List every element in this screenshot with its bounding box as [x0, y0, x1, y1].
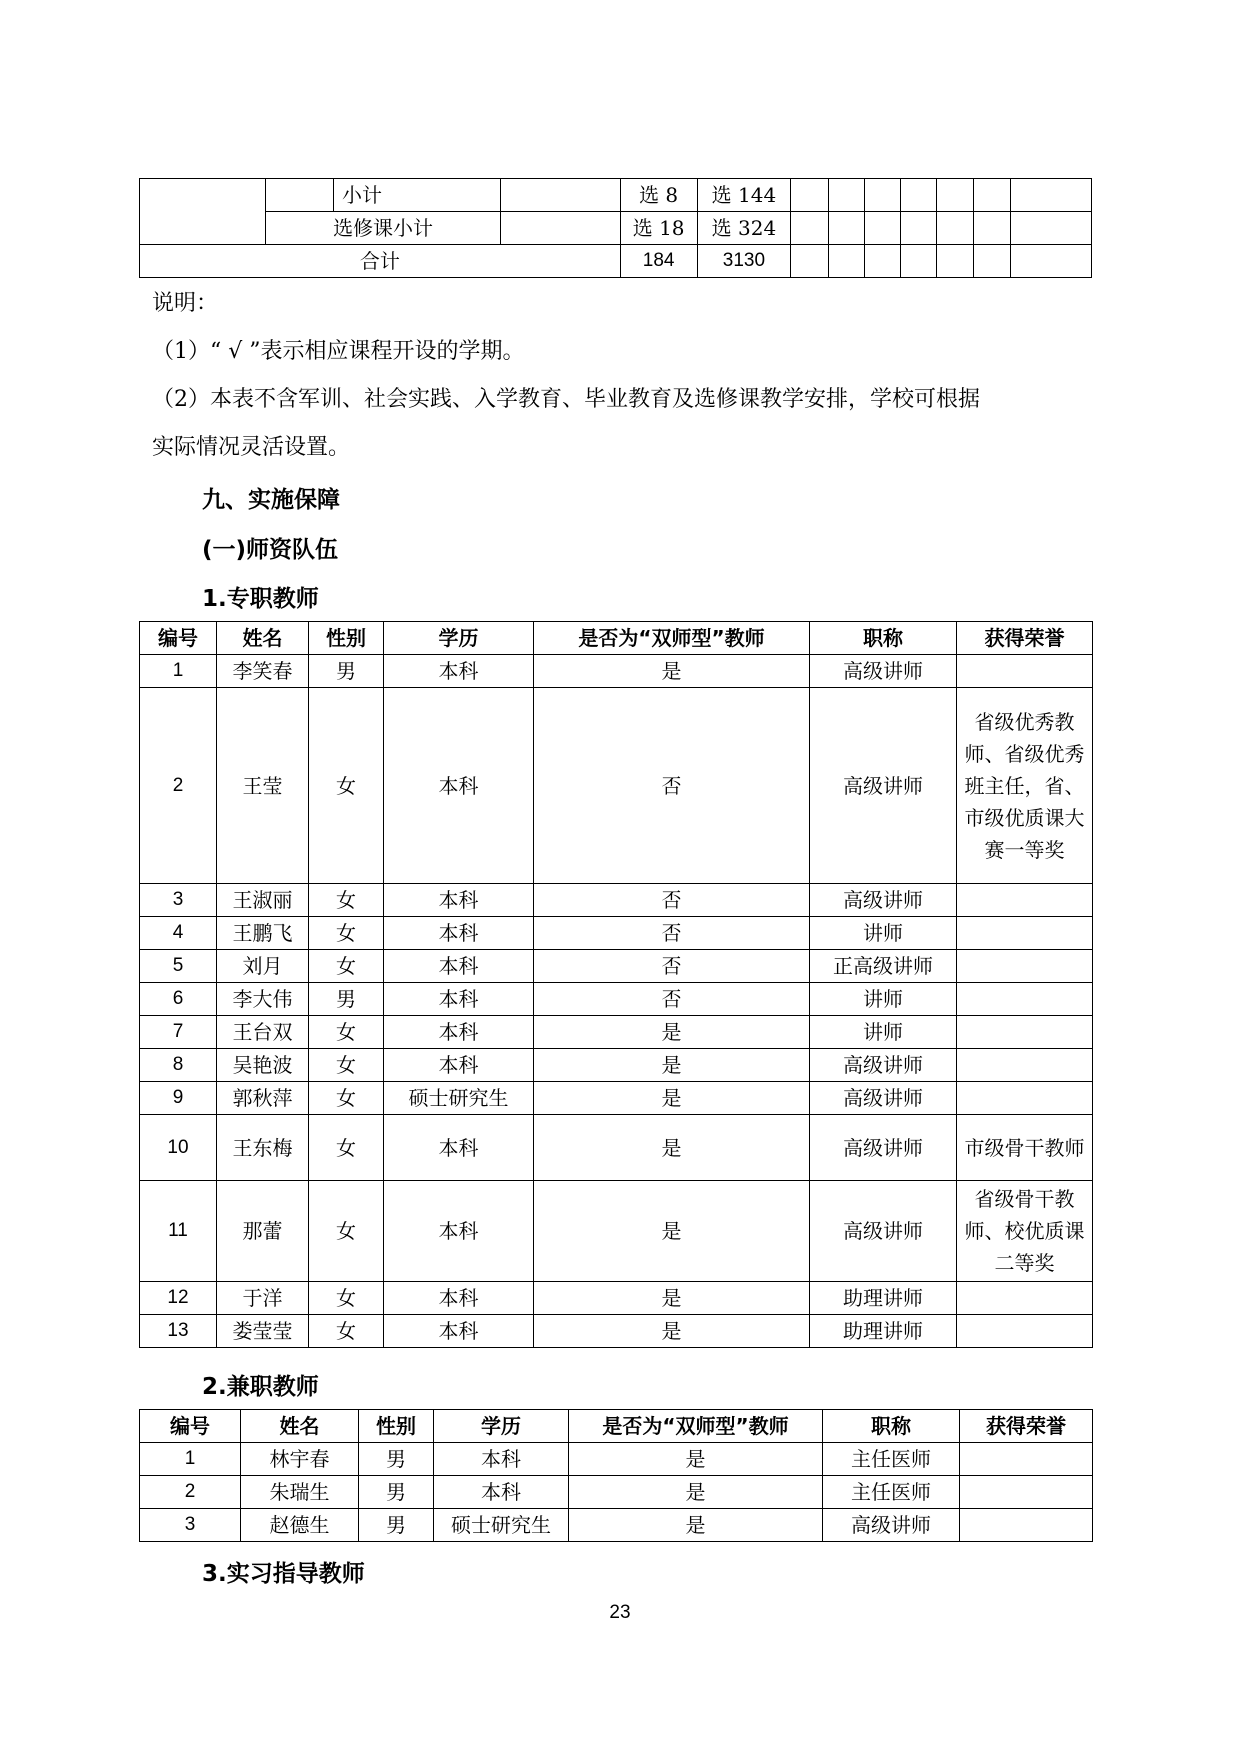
title-cell: 讲师: [810, 1016, 957, 1049]
title-cell: 高级讲师: [823, 1509, 960, 1542]
honor-cell: [957, 655, 1093, 688]
gender-cell: 女: [309, 688, 384, 884]
subtotal-label: 小计: [334, 179, 501, 212]
honor-cell: [960, 1476, 1093, 1509]
dual-qualified-cell: 否: [534, 688, 810, 884]
education-cell: 本科: [384, 1115, 534, 1181]
honor-cell: [957, 884, 1093, 917]
name-cell: 王淑丽: [217, 884, 309, 917]
dual-qualified-cell: 是: [534, 655, 810, 688]
fulltime-teachers-table: [139, 621, 1093, 1348]
category-cell: [140, 179, 266, 245]
id-cell: 1: [140, 1443, 241, 1476]
honor-cell: 省级骨干教师、校优质课二等奖: [957, 1181, 1093, 1282]
gender-cell: 男: [309, 655, 384, 688]
name-cell: 娄莹莹: [217, 1315, 309, 1348]
title-cell: 高级讲师: [810, 1181, 957, 1282]
id-cell: 12: [140, 1282, 217, 1315]
table-header-row: [140, 622, 1093, 655]
education-cell: 本科: [384, 688, 534, 884]
title-cell: 高级讲师: [810, 688, 957, 884]
column-header: 获得荣誉: [960, 1410, 1093, 1443]
table-row: [140, 655, 1093, 688]
subsection-title: (一)师资队伍: [202, 537, 339, 563]
elective-subtotal-row: [140, 212, 1092, 245]
gender-cell: 女: [309, 1315, 384, 1348]
table-row: [140, 1443, 1093, 1476]
honor-cell: [957, 917, 1093, 950]
dual-qualified-cell: 是: [534, 1049, 810, 1082]
id-cell: 4: [140, 917, 217, 950]
subtotal-credits: 选 8: [620, 179, 697, 212]
education-cell: 本科: [434, 1476, 569, 1509]
title-cell: 助理讲师: [810, 1282, 957, 1315]
section-title: 九、实施保障: [202, 487, 340, 513]
gender-cell: 女: [309, 1016, 384, 1049]
education-cell: 本科: [384, 1049, 534, 1082]
total-credits: 184: [620, 245, 697, 278]
table-row: [140, 1282, 1093, 1315]
gender-cell: 男: [359, 1443, 434, 1476]
table-row: [140, 1509, 1093, 1542]
intern-heading: 3.实习指导教师: [202, 1561, 365, 1587]
education-cell: 本科: [384, 983, 534, 1016]
title-cell: 高级讲师: [810, 884, 957, 917]
table-row: [140, 983, 1093, 1016]
name-cell: 赵德生: [241, 1509, 359, 1542]
gender-cell: 女: [309, 950, 384, 983]
dual-qualified-cell: 是: [534, 1282, 810, 1315]
dual-qualified-cell: 否: [534, 917, 810, 950]
column-header: 编号: [140, 622, 217, 655]
honor-cell: [957, 983, 1093, 1016]
name-cell: 王莹: [217, 688, 309, 884]
education-cell: 本科: [384, 917, 534, 950]
education-cell: 本科: [384, 950, 534, 983]
title-cell: 高级讲师: [810, 655, 957, 688]
id-cell: 3: [140, 884, 217, 917]
id-cell: 6: [140, 983, 217, 1016]
education-cell: 本科: [384, 1315, 534, 1348]
title-cell: 主任医师: [823, 1476, 960, 1509]
id-cell: 2: [140, 1476, 241, 1509]
note-item-2-line-1: （2）本表不含军训、社会实践、入学教育、毕业教育及选修课教学安排，学校可根据: [152, 387, 980, 412]
table-header-row: [140, 1410, 1093, 1443]
honor-cell: [960, 1443, 1093, 1476]
honor-cell: 市级骨干教师: [957, 1115, 1093, 1181]
education-cell: 本科: [384, 1282, 534, 1315]
column-header: 姓名: [217, 622, 309, 655]
id-cell: 11: [140, 1181, 217, 1282]
table-row: [140, 1181, 1093, 1282]
table-row: [140, 1115, 1093, 1181]
honor-cell: [957, 1282, 1093, 1315]
name-cell: 朱瑞生: [241, 1476, 359, 1509]
elective-credits: 选 18: [620, 212, 697, 245]
id-cell: 5: [140, 950, 217, 983]
dual-qualified-cell: 是: [534, 1315, 810, 1348]
id-cell: 13: [140, 1315, 217, 1348]
total-row: [140, 245, 1092, 278]
column-header: 是否为“双师型”教师: [534, 622, 810, 655]
honor-cell: [957, 1049, 1093, 1082]
table-row: [140, 917, 1093, 950]
name-cell: 李笑春: [217, 655, 309, 688]
title-cell: 高级讲师: [810, 1049, 957, 1082]
honor-cell: [957, 1315, 1093, 1348]
gender-cell: 女: [309, 1282, 384, 1315]
dual-qualified-cell: 是: [534, 1016, 810, 1049]
dual-qualified-cell: 是: [534, 1181, 810, 1282]
honor-cell: 省级优秀教师、省级优秀班主任，省、市级优质课大赛一等奖: [957, 688, 1093, 884]
dual-qualified-cell: 是: [569, 1443, 823, 1476]
parttime-teachers-table: [139, 1409, 1093, 1542]
total-hours: 3130: [697, 245, 791, 278]
dual-qualified-cell: 否: [534, 950, 810, 983]
column-header: 姓名: [241, 1410, 359, 1443]
table-row: [140, 1049, 1093, 1082]
id-cell: 10: [140, 1115, 217, 1181]
name-cell: 王鹏飞: [217, 917, 309, 950]
id-cell: 7: [140, 1016, 217, 1049]
page-number: 23: [609, 1602, 631, 1623]
column-header: 职称: [823, 1410, 960, 1443]
title-cell: 高级讲师: [810, 1115, 957, 1181]
name-cell: 吴艳波: [217, 1049, 309, 1082]
title-cell: 正高级讲师: [810, 950, 957, 983]
elective-subtotal-label: 选修课小计: [265, 212, 501, 245]
education-cell: 本科: [384, 1181, 534, 1282]
gender-cell: 女: [309, 884, 384, 917]
dual-qualified-cell: 是: [534, 1115, 810, 1181]
education-cell: 硕士研究生: [384, 1082, 534, 1115]
notes-title: 说明：: [152, 291, 219, 316]
education-cell: 本科: [384, 884, 534, 917]
column-header: 是否为“双师型”教师: [569, 1410, 823, 1443]
title-cell: 主任医师: [823, 1443, 960, 1476]
dual-qualified-cell: 是: [569, 1476, 823, 1509]
subtotal-row: [140, 179, 1092, 212]
title-cell: 讲师: [810, 983, 957, 1016]
gender-cell: 女: [309, 1082, 384, 1115]
subtotal-hours: 选 144: [697, 179, 791, 212]
column-header: 性别: [309, 622, 384, 655]
name-cell: 王台双: [217, 1016, 309, 1049]
honor-cell: [957, 1016, 1093, 1049]
dual-qualified-cell: 是: [569, 1509, 823, 1542]
dual-qualified-cell: 否: [534, 983, 810, 1016]
title-cell: 讲师: [810, 917, 957, 950]
total-label: 合计: [140, 245, 621, 278]
column-header: 编号: [140, 1410, 241, 1443]
id-cell: 1: [140, 655, 217, 688]
title-cell: 助理讲师: [810, 1315, 957, 1348]
education-cell: 本科: [434, 1443, 569, 1476]
honor-cell: [957, 950, 1093, 983]
column-header: 学历: [434, 1410, 569, 1443]
name-cell: 那蕾: [217, 1181, 309, 1282]
parttime-heading: 2.兼职教师: [202, 1374, 319, 1400]
table-row: [140, 884, 1093, 917]
elective-hours: 选 324: [697, 212, 791, 245]
table-row: [140, 1016, 1093, 1049]
blank-cell: [265, 179, 333, 212]
dual-qualified-cell: 否: [534, 884, 810, 917]
blank-cell: [501, 212, 620, 245]
gender-cell: 男: [359, 1509, 434, 1542]
name-cell: 李大伟: [217, 983, 309, 1016]
dual-qualified-cell: 是: [534, 1082, 810, 1115]
gender-cell: 男: [359, 1476, 434, 1509]
table-row: [140, 1082, 1093, 1115]
table-row: [140, 688, 1093, 884]
education-cell: 本科: [384, 655, 534, 688]
gender-cell: 女: [309, 917, 384, 950]
title-cell: 高级讲师: [810, 1082, 957, 1115]
note-item-1: （1）“ √ ”表示相应课程开设的学期。: [152, 339, 525, 364]
column-header: 职称: [810, 622, 957, 655]
education-cell: 本科: [384, 1016, 534, 1049]
table-row: [140, 1476, 1093, 1509]
column-header: 获得荣誉: [957, 622, 1093, 655]
name-cell: 郭秋萍: [217, 1082, 309, 1115]
blank-cell: [501, 179, 620, 212]
course-summary-table: [139, 178, 1092, 278]
id-cell: 3: [140, 1509, 241, 1542]
column-header: 学历: [384, 622, 534, 655]
name-cell: 于洋: [217, 1282, 309, 1315]
honor-cell: [960, 1509, 1093, 1542]
gender-cell: 女: [309, 1049, 384, 1082]
education-cell: 硕士研究生: [434, 1509, 569, 1542]
name-cell: 王东梅: [217, 1115, 309, 1181]
id-cell: 8: [140, 1049, 217, 1082]
id-cell: 2: [140, 688, 217, 884]
gender-cell: 女: [309, 1115, 384, 1181]
honor-cell: [957, 1082, 1093, 1115]
note-item-2-line-2: 实际情况灵活设置。: [152, 435, 351, 460]
name-cell: 刘月: [217, 950, 309, 983]
table-row: [140, 950, 1093, 983]
fulltime-heading: 1.专职教师: [202, 586, 319, 612]
column-header: 性别: [359, 1410, 434, 1443]
gender-cell: 男: [309, 983, 384, 1016]
id-cell: 9: [140, 1082, 217, 1115]
table-row: [140, 1315, 1093, 1348]
name-cell: 林宇春: [241, 1443, 359, 1476]
gender-cell: 女: [309, 1181, 384, 1282]
